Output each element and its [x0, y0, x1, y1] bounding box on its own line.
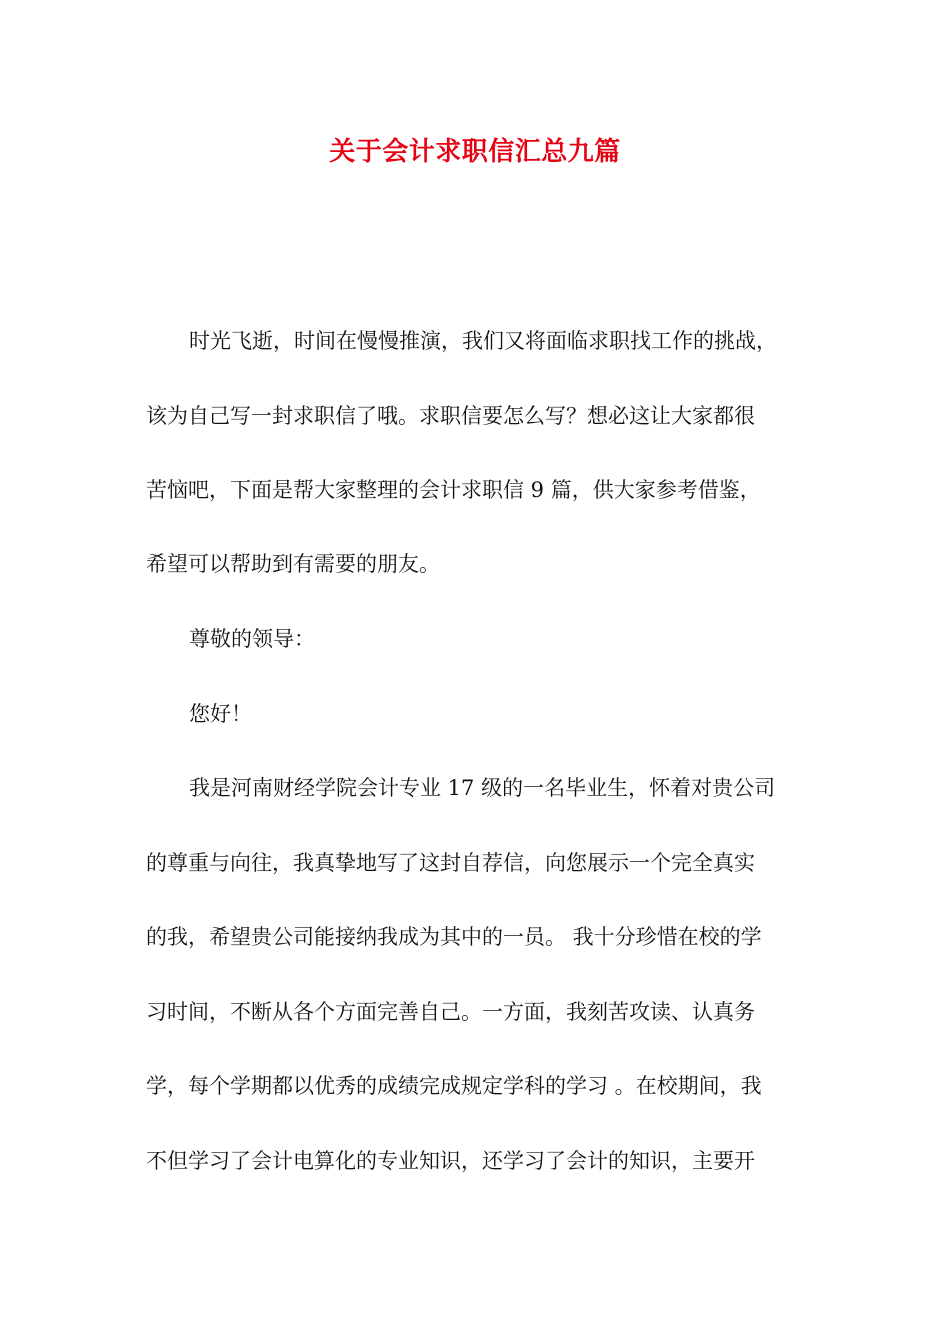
body-line-12: 不但学习了会计电算化的专业知识，还学习了会计的知识，主要开 [146, 1149, 755, 1173]
document-title: 关于会计求职信汇总九篇 [329, 137, 621, 167]
body-line-3: 苦恼吧，下面是帮大家整理的会计求职信 9 篇，供大家参考借鉴， [146, 478, 761, 502]
body-line-8: 的尊重与向往，我真挚地写了这封自荐信，向您展示一个完全真实 [146, 851, 755, 875]
body-line-7: 我是河南财经学院会计专业 17 级的一名毕业生，怀着对贵公司 [189, 776, 776, 800]
greeting: 您好！ [189, 702, 252, 726]
body-line-4: 希望可以帮助到有需要的朋友。 [146, 552, 440, 576]
body-line-2: 该为自己写一封求职信了哦。求职信要怎么写？想必这让大家都很 [146, 404, 755, 428]
body-line-11: 学，每个学期都以优秀的成绩完成规定学科的学习 。在校期间，我 [146, 1074, 762, 1098]
body-line-9: 的我，希望贵公司能接纳我成为其中的一员。 我十分珍惜在校的学 [146, 925, 762, 949]
salutation: 尊敬的领导： [189, 627, 315, 651]
body-line-10: 习时间，不断从各个方面完善自己。一方面，我刻苦攻读、认真务 [146, 1000, 755, 1024]
body-line-1: 时光飞逝，时间在慢慢推演，我们又将面临求职找工作的挑战， [189, 329, 777, 353]
